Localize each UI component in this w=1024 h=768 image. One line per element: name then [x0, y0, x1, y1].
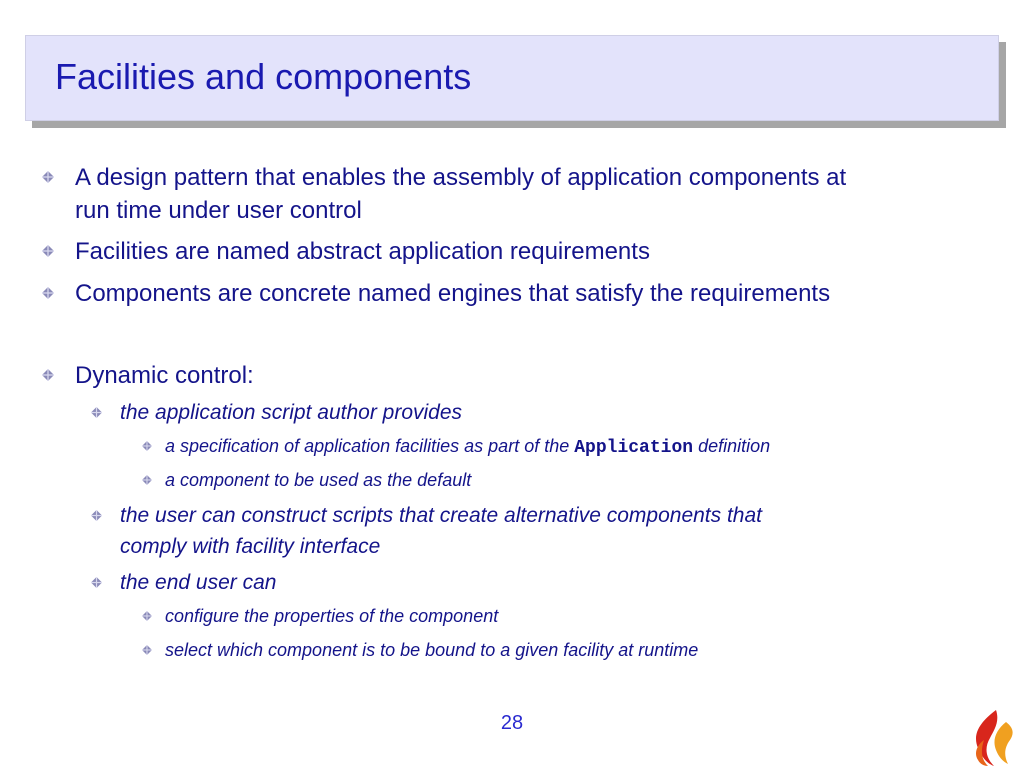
diamond-bullet-icon: [42, 369, 54, 381]
sub-bullet-item-continuation: comply with facility interface: [120, 535, 381, 558]
sub-sub-bullet-text: a specification of application facilities as part of the: [165, 436, 575, 456]
diamond-bullet-icon: [91, 577, 102, 588]
sub-bullet-item: the user can construct scripts that create alternative components that: [120, 504, 762, 527]
diamond-bullet-icon: [91, 510, 102, 521]
sub-sub-bullet-item: configure the properties of the component: [165, 606, 499, 626]
sub-bullet-item: the application script author provides: [120, 401, 463, 424]
diamond-bullet-icon: [42, 245, 54, 257]
application-keyword: Application: [574, 438, 694, 458]
sub-sub-bullet-item: select which component is to be bound to a given facility at runtime: [165, 640, 699, 660]
flame-logo-icon: [966, 708, 1022, 768]
diamond-bullet-icon: [142, 441, 152, 451]
sub-sub-bullet-item: a component to be used as the default: [165, 470, 472, 490]
bullet-item-continuation: run time under user control: [75, 197, 362, 224]
bullet-item: A design pattern that enables the assembly of application components at: [75, 164, 847, 191]
sub-bullet-item: the end user can: [120, 571, 277, 594]
page-number: 28: [500, 712, 524, 734]
bullet-item: Facilities are named abstract application requirements: [75, 238, 650, 265]
diamond-bullet-icon: [142, 475, 152, 485]
bullet-item: Components are concrete named engines that satisfy the requirements: [75, 280, 831, 307]
diamond-bullet-icon: [142, 645, 152, 655]
sub-sub-bullet-text: definition: [693, 436, 771, 456]
sub-sub-bullet-item: [165, 433, 770, 461]
diamond-bullet-icon: [142, 611, 152, 621]
slide-title: Facilities and components: [55, 56, 472, 97]
diamond-bullet-icon: [91, 407, 102, 418]
bullet-item: Dynamic control:: [75, 362, 254, 389]
diamond-bullet-icon: [42, 171, 54, 183]
diamond-bullet-icon: [42, 287, 54, 299]
